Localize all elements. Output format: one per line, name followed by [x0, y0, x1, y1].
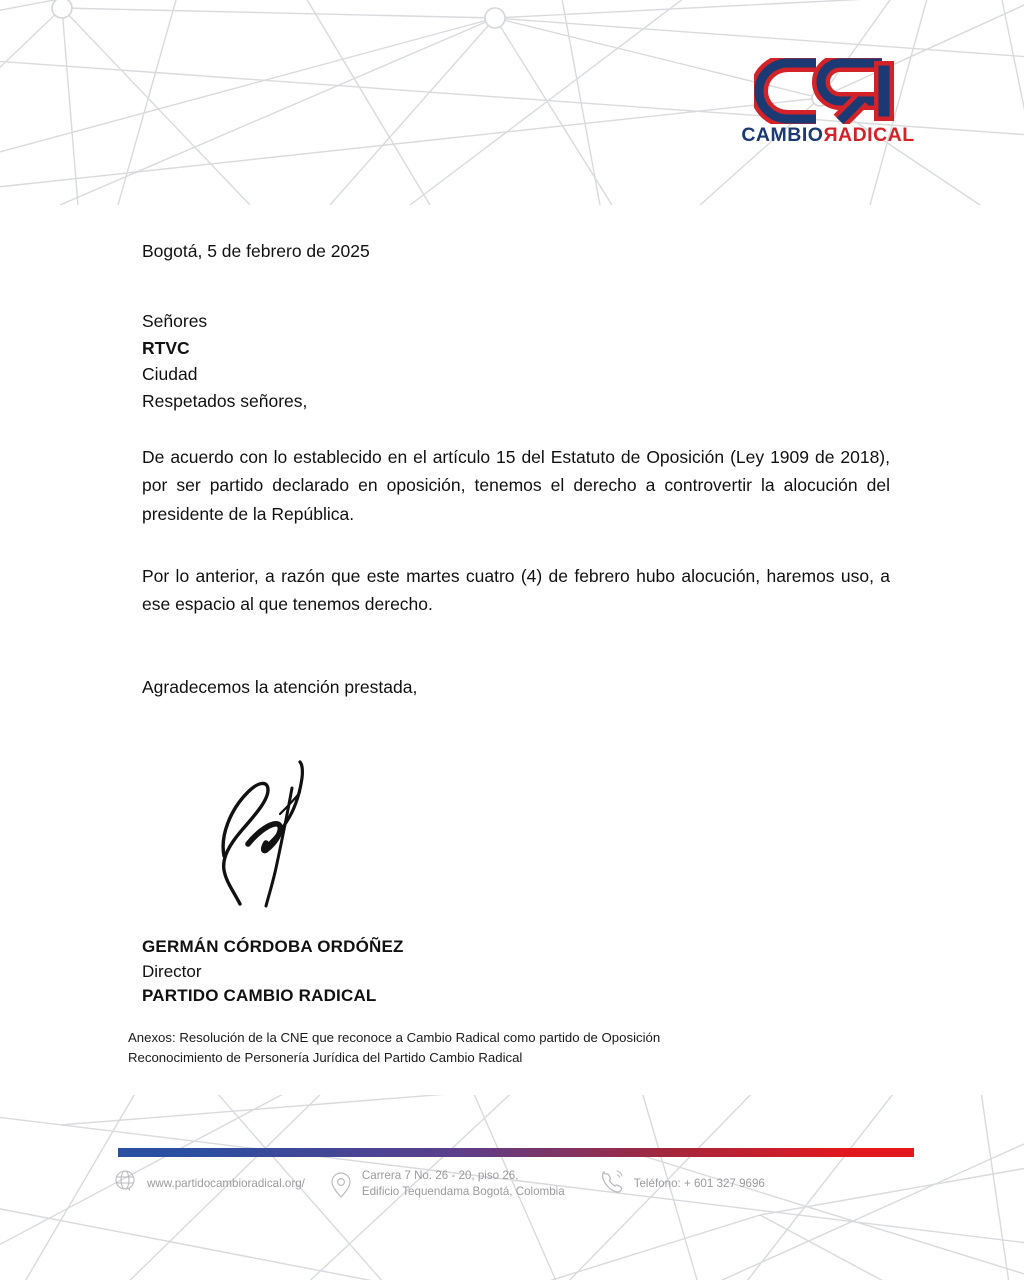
addressee-salutation: Señores: [142, 311, 208, 331]
signer-block: [142, 935, 890, 1009]
handwritten-signature-icon: [196, 748, 346, 908]
addressee-greeting: Respetados señores,: [142, 390, 308, 411]
addressee-city: Ciudad: [142, 364, 198, 385]
wordmark-cambio: CAMBIO: [741, 124, 824, 146]
addressee-organization: RTVC: [142, 337, 190, 358]
footer-contact-info: [112, 1168, 922, 1204]
wordmark-radical: ADICAL: [838, 124, 915, 146]
annex-line-2: Reconocimiento de Personería Jurídica del Partido Cambio Radical: [128, 1049, 523, 1065]
letter-paragraph-2: Por lo anterior, a razón que este martes cuatro (4) de febrero hubo alocución, haremos uso, a ese espacio al que tenemos derecho.: [142, 566, 890, 615]
letter-closing: Agradecemos la atención prestada,: [142, 677, 418, 697]
footer-phone-text: Teléfono: + 601 327 9696: [633, 1176, 765, 1190]
footer-address-line-1: Carrera 7 No. 26 - 20, piso 26,: [361, 1169, 519, 1182]
annexes-block: [128, 1028, 888, 1067]
footer-gradient-rule: [118, 1148, 914, 1157]
footer-phone: [599, 1168, 765, 1199]
cambio-radical-logo-icon: [728, 58, 928, 124]
annex-line-1: Anexos: Resolución de la CNE que reconoce a Cambio Radical como partido de Oposición: [128, 1030, 661, 1045]
phone-ring-icon: [599, 1168, 625, 1199]
footer-website[interactable]: [112, 1168, 305, 1199]
wordmark-mirrored-r: R: [823, 124, 838, 146]
cambio-radical-wordmark: [728, 126, 928, 146]
letter-date: Bogotá, 5 de febrero de 2025: [142, 241, 370, 261]
footer-address: [329, 1168, 565, 1204]
signer-organization: PARTIDO CAMBIO RADICAL: [142, 986, 377, 1006]
footer-address-text: [362, 1168, 565, 1200]
signer-name: GERMÁN CÓRDOBA ORDÓÑEZ: [142, 937, 404, 956]
location-pin-icon: [329, 1171, 353, 1204]
globe-icon: [112, 1168, 138, 1199]
addressee-block: [142, 308, 890, 414]
letter-paragraph-1: De acuerdo con lo establecido en el artículo 15 del Estatuto de Oposición (Ley 1909 de 2018), por ser partido declarado en oposición, tenemos el derecho a controvertir la alocución del presidente de la República.: [142, 447, 890, 524]
footer-address-line-2: Edificio Tequendama Bogotá, Colombia: [361, 1184, 565, 1198]
footer-website-text: www.partidocambioradical.org/: [147, 1176, 305, 1190]
signer-role: Director: [142, 961, 202, 981]
letterhead: [728, 58, 928, 158]
